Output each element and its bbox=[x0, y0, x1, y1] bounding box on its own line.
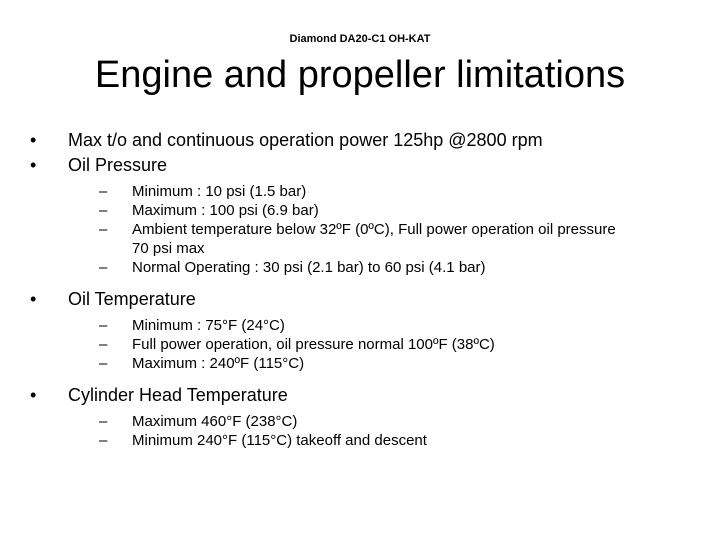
sub-item bbox=[99, 258, 630, 277]
sub-text: Maximum 460°F (238°C) bbox=[132, 413, 298, 430]
sub-text: Full power operation, oil pressure normal 100ºF (38ºC) bbox=[132, 336, 495, 353]
slide-header: Diamond DA20-C1 OH-KAT bbox=[289, 33, 431, 45]
sub-item bbox=[99, 201, 630, 220]
dash-marker: – bbox=[99, 259, 108, 276]
dash-marker: – bbox=[99, 413, 108, 430]
bullet-marker: • bbox=[30, 385, 37, 405]
bullet-item bbox=[30, 287, 690, 312]
sub-text: Normal Operating : 30 psi (2.1 bar) to 60 psi (4.1 bar) bbox=[132, 259, 486, 276]
slide-content bbox=[30, 128, 690, 450]
sub-item bbox=[99, 316, 630, 335]
sub-text: Minimum 240°F (115°C) takeoff and descent bbox=[132, 432, 427, 449]
dash-marker: – bbox=[99, 432, 108, 449]
dash-marker: – bbox=[99, 317, 108, 334]
sub-item bbox=[99, 431, 630, 450]
bullet-text: Oil Pressure bbox=[68, 155, 168, 175]
sub-text: Maximum : 100 psi (6.9 bar) bbox=[132, 202, 319, 219]
sub-item bbox=[99, 335, 630, 354]
sub-text: Maximum : 240ºF (115°C) bbox=[132, 355, 305, 372]
bullet-text: Cylinder Head Temperature bbox=[68, 385, 288, 405]
dash-marker: – bbox=[99, 355, 108, 372]
dash-marker: – bbox=[99, 221, 108, 238]
bullet-text: Oil Temperature bbox=[68, 289, 196, 309]
bullet-marker: • bbox=[30, 130, 37, 150]
bullet-item bbox=[30, 153, 690, 178]
sub-item bbox=[99, 354, 630, 373]
sub-text: Ambient temperature below 32ºF (0ºC), Full power operation oil pressure 70 psi max bbox=[132, 221, 616, 257]
slide-title: Engine and propeller limitations bbox=[94, 54, 626, 96]
dash-marker: – bbox=[99, 202, 108, 219]
bullet-item bbox=[30, 383, 690, 408]
bullet-marker: • bbox=[30, 155, 37, 175]
bullet-marker: • bbox=[30, 289, 37, 309]
dash-marker: – bbox=[99, 183, 108, 200]
dash-marker: – bbox=[99, 336, 108, 353]
sub-text: Minimum : 75°F (24°C) bbox=[132, 317, 285, 334]
bullet-text: Max t/o and continuous operation power 125hp @2800 rpm bbox=[68, 130, 543, 150]
bullet-item bbox=[30, 128, 690, 153]
sub-item bbox=[99, 220, 630, 258]
sub-item bbox=[99, 412, 630, 431]
sub-item bbox=[99, 182, 630, 201]
sub-text: Minimum : 10 psi (1.5 bar) bbox=[132, 183, 307, 200]
